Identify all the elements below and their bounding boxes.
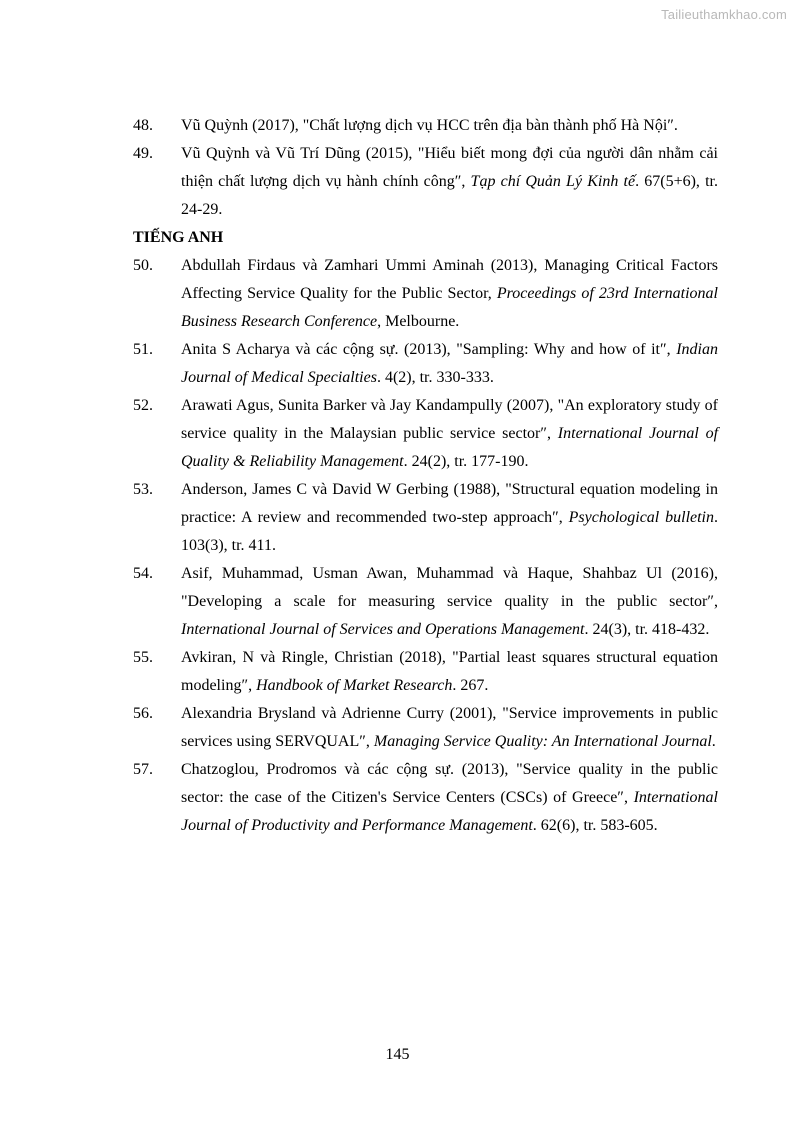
reference-text-segment: . 67(5+6), tr. 24-29. xyxy=(181,173,718,218)
reference-text-segment: Arawati Agus, Sunita Barker và Jay Kandampully (2007), "An exploratory study of service quality in the Malaysian public service sector″, xyxy=(181,397,718,442)
reference-text-segment: Abdullah Firdaus và Zamhari Ummi Aminah (2013), Managing Critical Factors Affecting Service Quality for the Public Sector, xyxy=(181,257,718,302)
reference-text-segment: Vũ Quỳnh và Vũ Trí Dũng (2015), "Hiểu biết mong đợi của người dân nhằm cải thiện chất lượng dịch vụ hành chính công″, xyxy=(181,145,718,190)
reference-number: 53. xyxy=(133,481,153,498)
reference-text-segment: . xyxy=(711,733,716,750)
reference-item xyxy=(133,476,718,560)
reference-text-segment: . 4(2), tr. 330-333. xyxy=(376,369,494,386)
reference-source-title: Handbook of Market Research xyxy=(256,677,453,694)
reference-number: 55. xyxy=(133,649,153,666)
reference-item xyxy=(133,112,718,140)
reference-source-title: Indian Journal of Medical Specialties xyxy=(181,341,718,386)
page-number: 145 xyxy=(385,1046,410,1063)
reference-source-title: Proceedings of 23rd International Business Research Conference xyxy=(181,285,718,330)
reference-number: 57. xyxy=(133,761,153,778)
reference-text-segment: . 62(6), tr. 583-605. xyxy=(532,817,658,834)
reference-text xyxy=(181,140,718,224)
reference-number: 54. xyxy=(133,565,153,582)
reference-text-segment: Vũ Quỳnh (2017), "Chất lượng dịch vụ HCC trên địa bàn thành phố Hà Nội″. xyxy=(181,117,678,134)
reference-text-segment: Anita S Acharya và các cộng sự. (2013), "Sampling: Why and how of it″, xyxy=(181,341,677,358)
reference-text xyxy=(181,644,718,700)
reference-list xyxy=(133,112,718,840)
reference-text xyxy=(181,476,718,560)
reference-text-segment: Alexandria Brysland và Adrienne Curry (2001), "Service improvements in public services using SERVQUAL″, xyxy=(181,705,718,750)
reference-text-segment: Anderson, James C và David W Gerbing (1988), "Structural equation modeling in practice: A review and recommended two-step approach″, xyxy=(181,481,718,526)
reference-source-title: Psychological bulletin xyxy=(568,509,715,526)
reference-text-segment: . 24(2), tr. 177-190. xyxy=(403,453,529,470)
reference-item xyxy=(133,756,718,840)
reference-text xyxy=(181,560,718,644)
reference-text-segment: . 103(3), tr. 411. xyxy=(181,509,719,554)
reference-item xyxy=(133,336,718,392)
reference-number: 50. xyxy=(133,257,153,274)
reference-number: 52. xyxy=(133,397,153,414)
reference-item xyxy=(133,140,718,224)
reference-number: 51. xyxy=(133,341,153,358)
reference-text-segment: , Melbourne. xyxy=(377,313,460,330)
reference-text xyxy=(181,252,718,336)
reference-text-segment: Asif, Muhammad, Usman Awan, Muhammad và Haque, Shahbaz Ul (2016), "Developing a scale for measuring service quality in the public sector″, xyxy=(181,565,718,610)
reference-text-segment: . 267. xyxy=(452,677,489,694)
section-title-english: TIẾNG ANH xyxy=(133,229,224,246)
reference-source-title: International Journal of Services and Operations Management xyxy=(181,621,585,638)
vietnamese-references xyxy=(133,112,718,224)
reference-text xyxy=(181,336,718,392)
reference-item xyxy=(133,560,718,644)
reference-source-title: Managing Service Quality: An International Journal xyxy=(373,733,712,750)
reference-item xyxy=(133,392,718,476)
reference-number: 56. xyxy=(133,705,153,722)
reference-text xyxy=(181,700,718,756)
reference-text-segment: . 24(3), tr. 418-432. xyxy=(584,621,710,638)
reference-source-title: International Journal of Quality & Reliability Management xyxy=(181,425,719,470)
reference-number: 49. xyxy=(133,145,153,162)
reference-text-segment: Chatzoglou, Prodromos và các cộng sự. (2013), "Service quality in the public sector: the case of the Citizen's Service Centers (CSCs) of Greece″, xyxy=(181,761,718,806)
reference-text xyxy=(181,756,718,840)
reference-item xyxy=(133,644,718,700)
reference-text xyxy=(181,112,718,140)
english-references xyxy=(133,252,718,840)
reference-source-title: Tạp chí Quản Lý Kinh tế xyxy=(470,173,636,190)
reference-number: 48. xyxy=(133,117,153,134)
reference-item xyxy=(133,700,718,756)
watermark: Tailieuthamkhao.com xyxy=(661,7,787,22)
reference-text-segment: Avkiran, N và Ringle, Christian (2018), "Partial least squares structural equation modeling″, xyxy=(181,649,718,694)
reference-source-title: International Journal of Productivity and Performance Management xyxy=(181,789,718,834)
reference-text xyxy=(181,392,718,476)
reference-item xyxy=(133,252,718,336)
